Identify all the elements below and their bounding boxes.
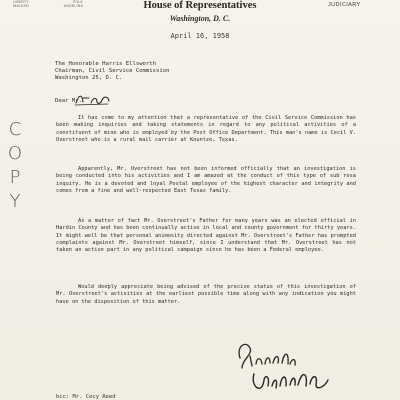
district-county: POLK: [72, 0, 83, 4]
body-paragraph: It has come to my attention that a representative of the Civil Service Commission has been making inquiries and taking statements in regard to any political activities of a constituent of mine who is employed by the Post Office Department. This man's name is Cecil V. Overstreet who is a rural mail carrier at Kountze, Texas.: [56, 115, 356, 143]
copy-stamp-letter: P: [9, 167, 21, 188]
letterhead-title: House of Representatives: [143, 0, 257, 11]
copy-stamp-letter: O: [7, 143, 23, 164]
recipient-line: The Honorable Harris Ellsworth: [55, 61, 157, 67]
recipient-line: Washington 25, D. C.: [55, 75, 123, 82]
recipient-address: [55, 61, 170, 83]
copy-stamp-letter: C: [8, 119, 22, 140]
copy-stamp: [5, 118, 25, 214]
handwritten-salutation-mark: [73, 92, 113, 106]
body-paragraph: Apparently, Mr. Overstreet has not been informed officially that an investigation is being conducted into his activities and I am amazed at the conduct of this type of sub rosa inquiry. He is a devoted and loyal Postal employee of the highest character and integrity and comes from a fine and well-respected East Texas family.: [56, 166, 356, 194]
letter-date: April 16, 1958: [170, 32, 230, 40]
bcc-line: bcc: Mr. Cecy Reed: [56, 394, 116, 400]
district-county: LIBERTY: [13, 0, 29, 4]
district-county: WALKER: [13, 4, 29, 8]
copy-stamp-letter: Y: [9, 191, 21, 212]
body-paragraph: Would deeply appreciate being advised of the precise status of this investigation of Mr. Overstreet's activities at the earliest possible time along with any indication you might have on the disposition of this matter.: [56, 284, 356, 305]
letterhead-committee: JUDICIARY: [328, 2, 361, 8]
handwritten-signature: [232, 330, 362, 400]
letterhead-city: Washington, D. C.: [169, 14, 231, 23]
recipient-line: Chairman, Civil Service Commission: [55, 68, 170, 75]
district-county: ANGELINA: [63, 4, 83, 8]
body-paragraph: As a matter of fact Mr. Overstreet's Father for many years was an elected official in Hardin County and has been continually active in local and county government for thirty years. It might well be that personal animosity directed against Mr. Overstreet's Father has prompted complaints against Mr. Overstreet himself, since I understand that Mr. Overstreet has not taken an active part in any political campaign since he has been a Federal employee.: [56, 218, 356, 254]
salutation: Dear Mr.: [55, 98, 82, 104]
